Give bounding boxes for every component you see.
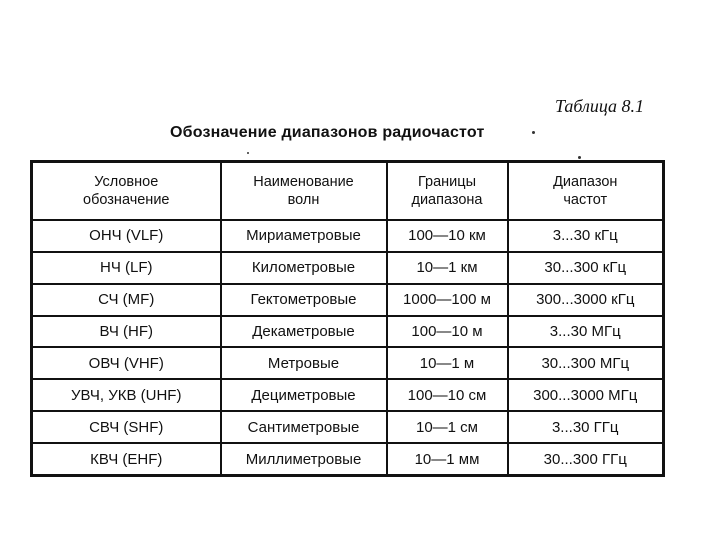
cell-wave-name: Миллиметровые bbox=[221, 443, 387, 475]
scan-speck bbox=[532, 131, 535, 134]
cell-frequency: 30...300 ГГц bbox=[508, 443, 664, 475]
header-designation-line2: обозначение bbox=[83, 192, 170, 208]
header-wave-name-line1: Наименование bbox=[253, 174, 354, 190]
table-caption: Обозначение диапазонов радиочастот bbox=[170, 124, 485, 141]
cell-bounds: 10—1 м bbox=[387, 347, 508, 379]
table-row bbox=[32, 284, 664, 316]
cell-designation: НЧ (LF) bbox=[32, 252, 221, 284]
header-designation bbox=[32, 162, 221, 221]
cell-wave-name: Гектометровые bbox=[221, 284, 387, 316]
table-row bbox=[32, 379, 664, 411]
header-frequency-line2: частот bbox=[563, 192, 608, 208]
cell-wave-name: Метровые bbox=[221, 347, 387, 379]
cell-frequency: 300...3000 кГц bbox=[508, 284, 664, 316]
header-frequency bbox=[508, 162, 664, 221]
cell-designation: СЧ (MF) bbox=[32, 284, 221, 316]
cell-designation: СВЧ (SHF) bbox=[32, 411, 221, 443]
cell-frequency: 3...30 кГц bbox=[508, 220, 664, 252]
cell-bounds: 100—10 м bbox=[387, 316, 508, 348]
cell-wave-name: Километровые bbox=[221, 252, 387, 284]
cell-bounds: 10—1 км bbox=[387, 252, 508, 284]
cell-bounds: 10—1 мм bbox=[387, 443, 508, 475]
table-row bbox=[32, 411, 664, 443]
header-frequency-line1: Диапазон bbox=[553, 174, 618, 190]
cell-wave-name: Дециметровые bbox=[221, 379, 387, 411]
cell-frequency: 3...30 МГц bbox=[508, 316, 664, 348]
cell-bounds: 1000—100 м bbox=[387, 284, 508, 316]
cell-frequency: 300...3000 МГц bbox=[508, 379, 664, 411]
cell-designation: УВЧ, УКВ (UHF) bbox=[32, 379, 221, 411]
cell-bounds: 10—1 см bbox=[387, 411, 508, 443]
cell-bounds: 100—10 см bbox=[387, 379, 508, 411]
cell-bounds: 100—10 км bbox=[387, 220, 508, 252]
cell-wave-name: Мириаметровые bbox=[221, 220, 387, 252]
cell-designation: ОНЧ (VLF) bbox=[32, 220, 221, 252]
cell-wave-name: Декаметровые bbox=[221, 316, 387, 348]
table-row bbox=[32, 316, 664, 348]
cell-frequency: 3...30 ГГц bbox=[508, 411, 664, 443]
table-row bbox=[32, 220, 664, 252]
table-number-label: Таблица 8.1 bbox=[555, 96, 645, 116]
table-row bbox=[32, 252, 664, 284]
header-wave-name-line2: волн bbox=[287, 192, 320, 208]
cell-designation: ВЧ (HF) bbox=[32, 316, 221, 348]
frequency-bands-table bbox=[30, 160, 665, 477]
header-bounds-line2: диапазона bbox=[411, 192, 483, 208]
cell-wave-name: Сантиметровые bbox=[221, 411, 387, 443]
cell-frequency: 30...300 МГц bbox=[508, 347, 664, 379]
scan-speck bbox=[578, 156, 581, 159]
table-row bbox=[32, 347, 664, 379]
header-wave-name bbox=[221, 162, 387, 221]
header-designation-line1: Условное bbox=[94, 174, 159, 190]
table-row bbox=[32, 443, 664, 475]
cell-designation: КВЧ (EHF) bbox=[32, 443, 221, 475]
header-bounds-line1: Границы bbox=[418, 174, 476, 190]
cell-frequency: 30...300 кГц bbox=[508, 252, 664, 284]
header-row bbox=[32, 162, 664, 221]
header-bounds bbox=[387, 162, 508, 221]
cell-designation: ОВЧ (VHF) bbox=[32, 347, 221, 379]
scan-speck bbox=[247, 152, 249, 154]
